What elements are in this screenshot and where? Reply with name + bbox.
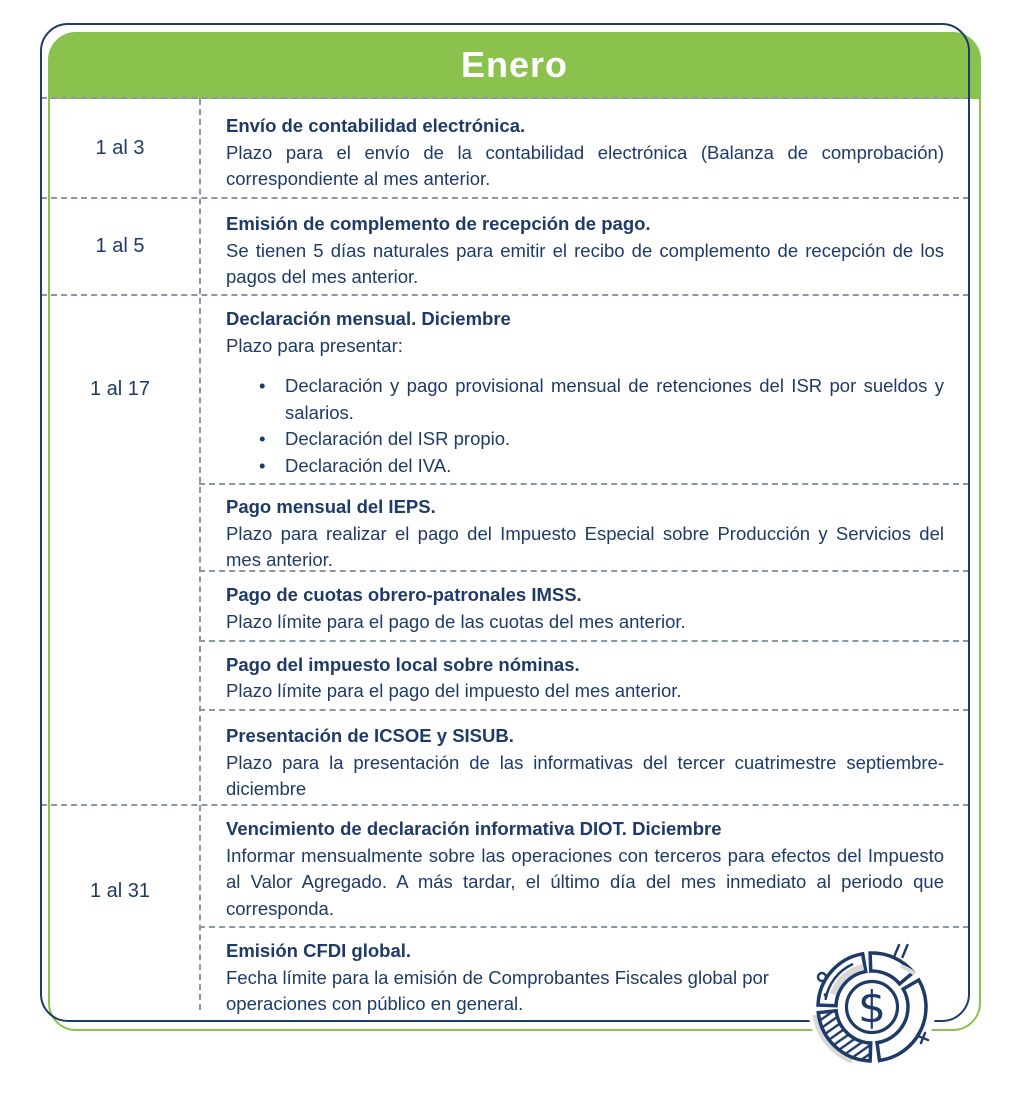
obligation-block — [199, 99, 969, 193]
obligation-block — [199, 570, 969, 640]
bullet-item: • Declaración del ISR propio. — [226, 426, 944, 453]
obligation-body: Plazo límite para el pago del impuesto del mes anterior. — [226, 680, 682, 702]
obligation-body: Plazo para presentar: — [226, 334, 403, 356]
date-range-cell: 1 al 17 — [89, 378, 151, 400]
obligation-block — [199, 483, 969, 570]
obligation-block — [199, 709, 969, 804]
month-title: Enero — [460, 44, 569, 85]
obligation-block — [199, 806, 969, 926]
table-row — [41, 97, 969, 197]
obligation-block — [199, 199, 969, 291]
obligation-body: Plazo para realizar el pago del Impuesto Especial sobre Producción y Servicios del mes anterior. — [226, 522, 944, 571]
obligation-body: Plazo límite para el pago de las cuotas del mes anterior. — [226, 610, 686, 632]
date-range-cell: 1 al 3 — [95, 136, 145, 159]
obligation-title: Pago del impuesto local sobre nóminas. — [226, 653, 580, 675]
obligation-body: Plazo para la presentación de las informativas del tercer cuatrimestre septiembre-diciembre — [226, 751, 944, 800]
obligation-title: Vencimiento de declaración informativa DIOT. Diciembre — [226, 818, 722, 839]
bullet-list — [226, 373, 944, 479]
dollar-sign-glyph: $ — [858, 982, 886, 1033]
obligation-title: Presentación de ICSOE y SISUB. — [226, 725, 514, 747]
bullet-item: • Declaración y pago provisional mensual de retenciones del ISR por sueldos y salarios. — [226, 373, 944, 426]
table-row — [41, 294, 969, 804]
calendar-table — [41, 97, 969, 1022]
obligation-title: Emisión de complemento de recepción de pago. — [226, 213, 651, 234]
table-row — [41, 197, 969, 294]
obligation-title: Declaración mensual. Diciembre — [226, 308, 511, 329]
date-range-cell: 1 al 5 — [95, 235, 145, 258]
obligation-title: Pago mensual del IEPS. — [226, 496, 436, 518]
column-divider — [199, 99, 201, 1010]
obligation-body: Fecha límite para la emisión de Comprobantes Fiscales global por operaciones con público en general. — [226, 966, 769, 1014]
date-range-cell: 1 al 31 — [89, 880, 151, 902]
obligation-body: Se tienen 5 días naturales para emitir el recibo de complemento de recepción de los pagos del mes anterior. — [226, 239, 944, 287]
obligation-title: Emisión CFDI global. — [226, 940, 412, 961]
obligation-title: Envío de contabilidad electrónica. — [226, 115, 526, 136]
donut-chart-dollar-icon — [782, 917, 962, 1097]
obligation-title: Pago de cuotas obrero-patronales IMSS. — [226, 584, 582, 606]
obligation-body: Informar mensualmente sobre las operaciones con terceros para efectos del Impuesto al Valor Agregado. A más tardar, el último día del mes inmediato al periodo que corresponda. — [226, 844, 944, 919]
obligation-body: Plazo para el envío de la contabilidad electrónica (Balanza de comprobación) correspondiente al mes anterior. — [226, 141, 944, 189]
obligation-block — [199, 640, 969, 710]
bullet-item: • Declaración del IVA. — [226, 453, 944, 480]
obligation-block — [199, 296, 969, 483]
tax-calendar-card — [40, 23, 970, 1033]
